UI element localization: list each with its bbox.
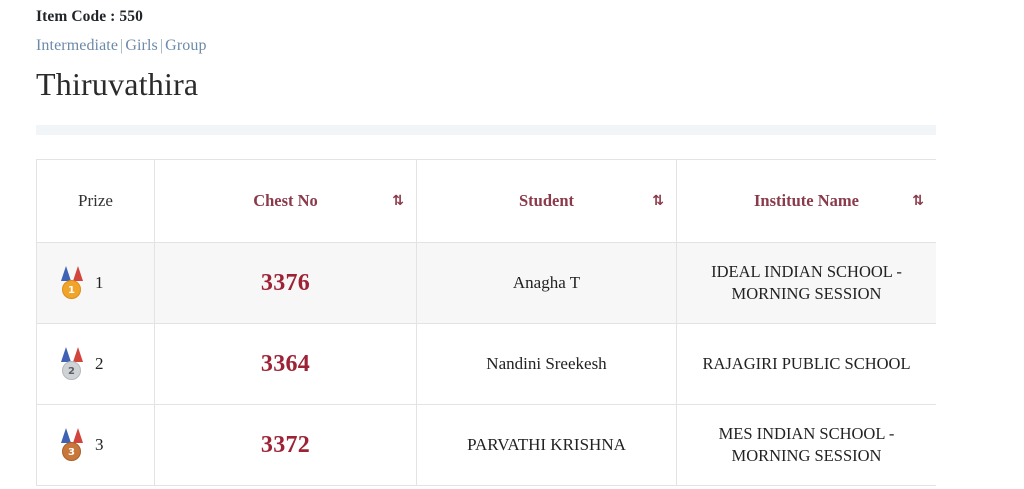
column-header-chest-no[interactable] [155, 160, 417, 243]
item-meta [36, 37, 988, 55]
table-header-row [37, 160, 937, 243]
table-row [37, 243, 937, 324]
prize-cell [37, 243, 155, 324]
institute-name-cell: RAJAGIRI PUBLIC SCHOOL [677, 324, 937, 405]
student-name-cell: PARVATHI KRISHNA [417, 405, 677, 486]
prize-number: 2 [95, 354, 104, 373]
meta-type: Group [165, 37, 207, 54]
bronze-medal-icon [59, 428, 85, 462]
decorative-bar [36, 125, 946, 135]
results-table [36, 159, 937, 486]
sort-icon[interactable]: ⇅ [912, 193, 924, 209]
student-name-cell: Anagha T [417, 243, 677, 324]
meta-separator-2: | [159, 37, 164, 54]
column-header-student[interactable] [417, 160, 677, 243]
item-code-label: Item Code : 550 [36, 8, 143, 25]
table-head [37, 160, 937, 243]
column-header-student-label: Student [518, 191, 575, 210]
page-title: Thiruvathira [36, 66, 199, 102]
column-header-chest-no-label: Chest No [253, 191, 318, 210]
sort-icon[interactable]: ⇅ [652, 193, 664, 209]
medal-number: 2 [62, 361, 81, 380]
student-name-cell: Nandini Sreekesh [417, 324, 677, 405]
prize-cell [37, 324, 155, 405]
chest-no-cell: 3372 [155, 405, 417, 486]
results-table-wrapper [36, 159, 936, 486]
table-body [37, 243, 937, 486]
gold-medal-icon [59, 266, 85, 300]
institute-name-cell: IDEAL INDIAN SCHOOL - MORNING SESSION [677, 243, 937, 324]
meta-category: Intermediate [36, 37, 119, 54]
prize-cell [37, 405, 155, 486]
institute-name-cell: MES INDIAN SCHOOL - MORNING SESSION [677, 405, 937, 486]
chest-no-cell: 3376 [155, 243, 417, 324]
column-header-institute-name-label: Institute Name [754, 191, 859, 210]
table-row [37, 405, 937, 486]
table-row [37, 324, 937, 405]
meta-separator-1: | [120, 37, 124, 54]
silver-medal-icon [59, 347, 85, 381]
medal-number: 1 [62, 280, 81, 299]
column-header-institute-name[interactable] [677, 160, 937, 243]
meta-gender: Girls [125, 37, 158, 54]
column-header-prize[interactable] [37, 160, 155, 243]
sort-icon[interactable]: ⇅ [392, 193, 404, 209]
chest-no-cell: 3364 [155, 324, 417, 405]
column-header-prize-label: Prize [78, 191, 113, 210]
medal-number: 3 [62, 442, 81, 461]
prize-number: 3 [95, 435, 104, 454]
prize-number: 1 [95, 273, 104, 292]
